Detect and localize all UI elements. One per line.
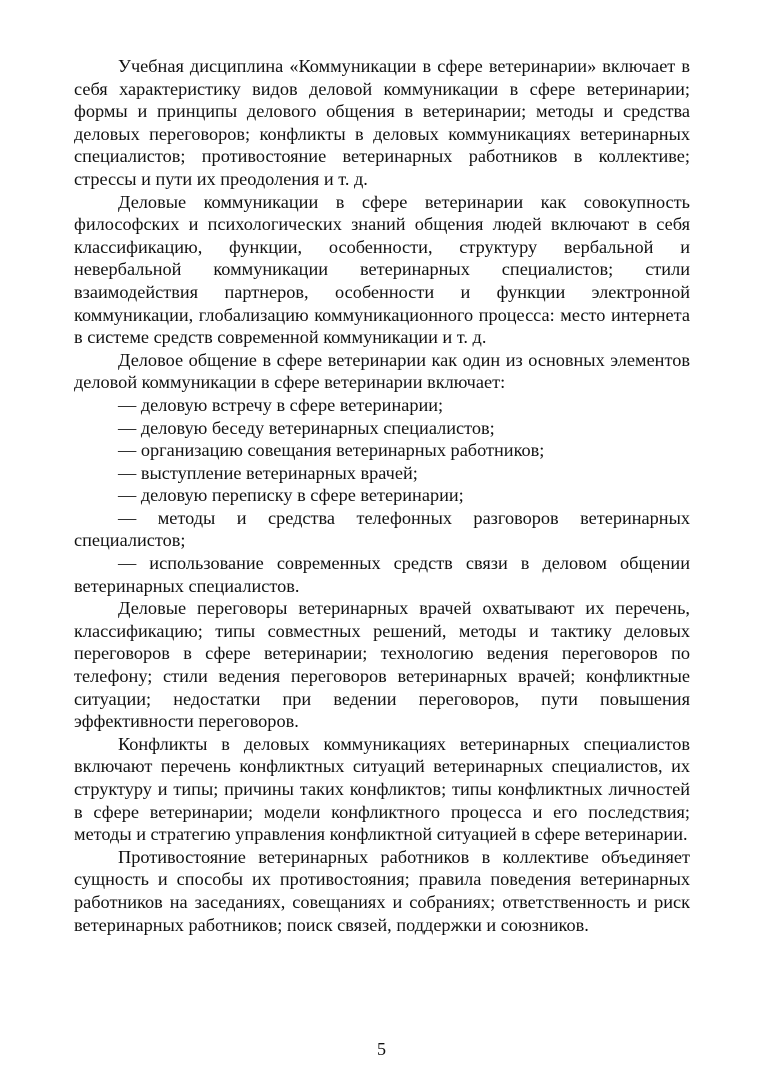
- paragraph-business-interaction: Деловое общение в сфере ветеринарии как один из основных элементов деловой коммуникации в сфере ветеринарии включает:: [74, 349, 690, 393]
- paragraph-discipline-intro: Учебная дисциплина «Коммуникации в сфере ветеринарии» включает в себя характеристику видов деловой коммуникации в сфере ветеринарии; формы и принципы делового общения в ветеринарии; методы и средства деловых переговоров; конфликты в деловых коммуникациях ветеринарных специалистов; противостояние ветеринарных работников в коллективе; стрессы и пути их преодоления и т. д.: [74, 56, 690, 189]
- page-number: 5: [377, 1039, 386, 1059]
- list-item: — деловую беседу ветеринарных специалистов;: [118, 417, 495, 438]
- list-item: — методы и средства телефонных разговоров ветеринарных специалистов;: [74, 507, 690, 551]
- list-item: — организацию совещания ветеринарных работников;: [118, 440, 545, 461]
- page-body: [74, 55, 690, 936]
- paragraph-business-communications: Деловые коммуникации в сфере ветеринарии как совокупность философских и психологических знаний общения людей включают в себя классификацию, функции, особенности, структуру вербальной и невербальной коммуникации ветеринарных специалистов; стили взаимодействия партнеров, особенности и функции электронной коммуникации, глобализацию коммуникационного процесса: место интернета в системе средств современной коммуникации и т. д.: [74, 191, 690, 348]
- paragraph-opposition: Противостояние ветеринарных работников в коллективе объединяет сущность и способы их противостояния; правила поведения ветеринарных работников на заседаниях, совещаниях и собраниях; ответственность и риск ветеринарных работников; поиск связей, поддержки и союзников.: [74, 846, 690, 935]
- list-item: — деловую встречу в сфере ветеринарии;: [118, 394, 444, 415]
- paragraph-negotiations: Деловые переговоры ветеринарных врачей охватывают их перечень, классификацию; типы совместных решений, методы и тактику деловых переговоров в сфере ветеринарии; технологию ведения переговоров по телефону; стили ведения переговоров ветеринарных врачей; конфликтные ситуации; недостатки при ведении переговоров, пути повышения эффективности переговоров.: [74, 598, 690, 732]
- list-item: — выступление ветеринарных врачей;: [118, 462, 418, 483]
- paragraph-conflicts: Конфликты в деловых коммуникациях ветеринарных специалистов включают перечень конфликтных ситуаций ветеринарных специалистов, их структуру и типы; причины таких конфликтов; типы конфликтных личностей в сфере ветеринарии; модели конфликтного процесса и его последствия; методы и стратегию управления конфликтной ситуацией в сфере ветеринарии.: [74, 733, 690, 845]
- list-item: — деловую переписку в сфере ветеринарии;: [118, 485, 464, 506]
- list-item: — использование современных средств связи в деловом общении ветеринарных специалистов.: [74, 553, 690, 596]
